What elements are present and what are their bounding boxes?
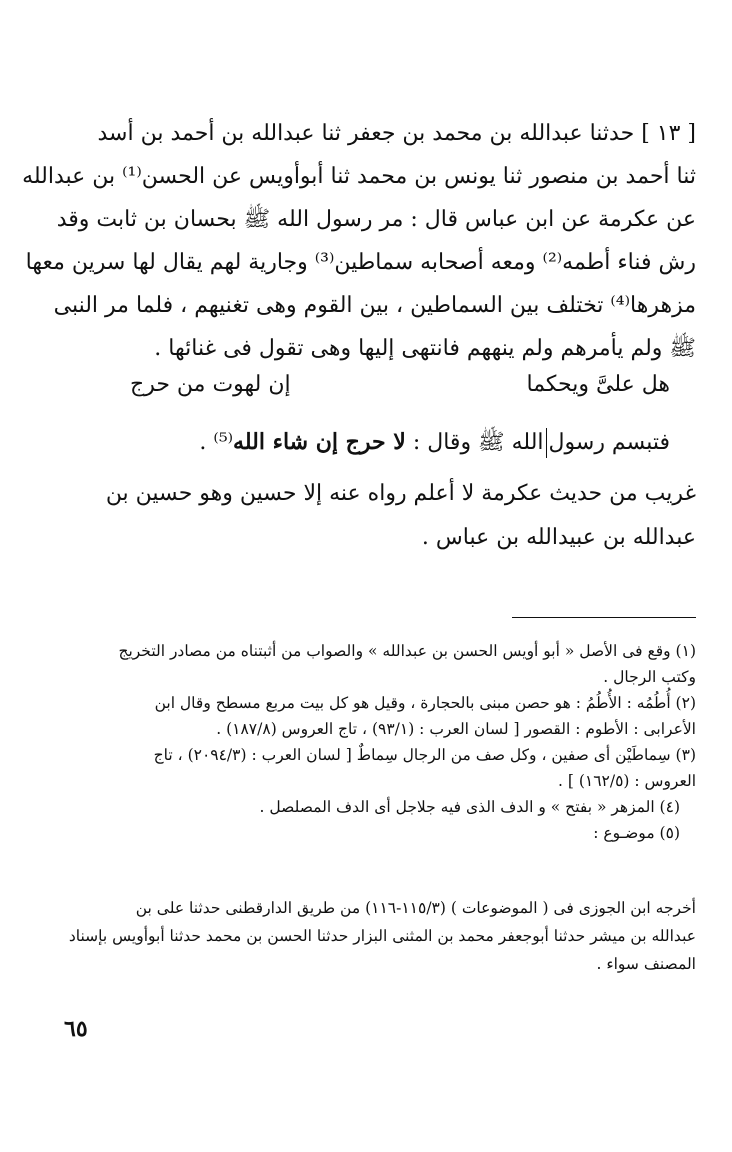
poem-left-hemistich: إن لهوت من حرج bbox=[130, 372, 291, 397]
poem-second-line-middle: الله ﷺ وقال : bbox=[412, 430, 544, 455]
footnote-line: (٤) المزهر « بفتح » و الدف الذى فيه جلاجل أى الدف المصلصل . bbox=[259, 798, 680, 816]
hadith-line: رش فناء أطمه⁽²⁾ ومعه أصحابه سماطين⁽³⁾ وجارية لهم يقال لها سرين معها bbox=[25, 250, 696, 275]
footnote-line: (١) وقع فى الأصل « أبو أويس الحسن بن عبدالله » والصواب من أثبتناه من مصادر التخريج bbox=[118, 642, 696, 660]
footnote-divider bbox=[512, 617, 696, 618]
hadith-line: عن عكرمة عن ابن عباس قال : مر رسول الله ﷺ بحسان بن ثابت وقد bbox=[56, 207, 696, 232]
poem-second-line-right: فتبسم رسول bbox=[548, 430, 670, 455]
commentary-line: عبدالله بن عبيدالله بن عباس . bbox=[421, 525, 696, 550]
hadith-line: مزهرها⁽⁴⁾ تختلف بين السماطين ، بين القوم وهى تغنيهم ، فلما مر النبى bbox=[53, 293, 696, 318]
hadith-line: ثنا أحمد بن منصور ثنا يونس بن محمد ثنا أبوأويس عن الحسن⁽¹⁾ بن عبدالله bbox=[22, 164, 696, 189]
verse-separator bbox=[546, 428, 547, 458]
footnote-line: (٥) موضـوع : bbox=[593, 824, 680, 842]
poem-row bbox=[60, 428, 690, 476]
takhrij-line: أخرجه ابن الجوزى فى ( الموضوعات ) (١١٥/٣-١١٦) من طريق الدارقطنى حدثنا على بن bbox=[135, 899, 696, 917]
takhrij-line: المصنف سواء . bbox=[596, 955, 696, 973]
footnote-line: وكتب الرجال . bbox=[603, 668, 696, 686]
footnote-line: الأعرابى : الأطوم : القصور [ لسان العرب : (٩٣/١) ، تاج العروس (١٨٧/٨) . bbox=[216, 720, 696, 738]
footnotes bbox=[40, 638, 696, 846]
hadith-text bbox=[22, 112, 696, 370]
poem-second-line-end: ⁽⁵⁾ . bbox=[199, 430, 234, 455]
poem-verse bbox=[60, 372, 690, 476]
footnote-line: (٣) سِماطَيْن أى صفين ، وكل صف من الرجال سِماطٌ [ لسان العرب : (٢٠٩٤/٣) ، تاج bbox=[153, 746, 696, 764]
commentary-line: غريب من حديث عكرمة لا أعلم رواه عنه إلا حسين وهو حسين بن bbox=[105, 481, 696, 506]
takhrij-line: عبدالله بن ميشر حدثنا أبوجعفر محمد بن المثنى البزار حدثنا الحسن بن محمد حدثنا أبوأويس بإسناد bbox=[68, 927, 696, 945]
prophet-saying: لا حرج إن شاء الله bbox=[233, 429, 406, 455]
hadith-line: ﷺ ولم يأمرهم ولم ينههم فانتهى إليها وهى تقول فى غنائها . bbox=[154, 336, 696, 361]
footnote-line: (٢) أُطُمُه : الأُطُمُ : هو حصن مبنى بالحجارة ، وقيل هو كل بيت مربع مسطح وقال ابن bbox=[154, 694, 696, 712]
page-number: ٦٥ bbox=[64, 1016, 88, 1042]
footnote-line: العروس : (١٦٢/٥) ] . bbox=[557, 772, 696, 790]
takhrij-note bbox=[40, 894, 696, 978]
poem-right-hemistich: هل علىَّ ويحكما bbox=[526, 372, 670, 397]
hadith-commentary bbox=[48, 472, 696, 560]
poem-second-line bbox=[199, 428, 670, 460]
poem-row bbox=[60, 372, 690, 420]
hadith-line: [ ١٣ ] حدثنا عبدالله بن محمد بن جعفر ثنا عبدالله بن أحمد بن أسد bbox=[97, 121, 696, 146]
